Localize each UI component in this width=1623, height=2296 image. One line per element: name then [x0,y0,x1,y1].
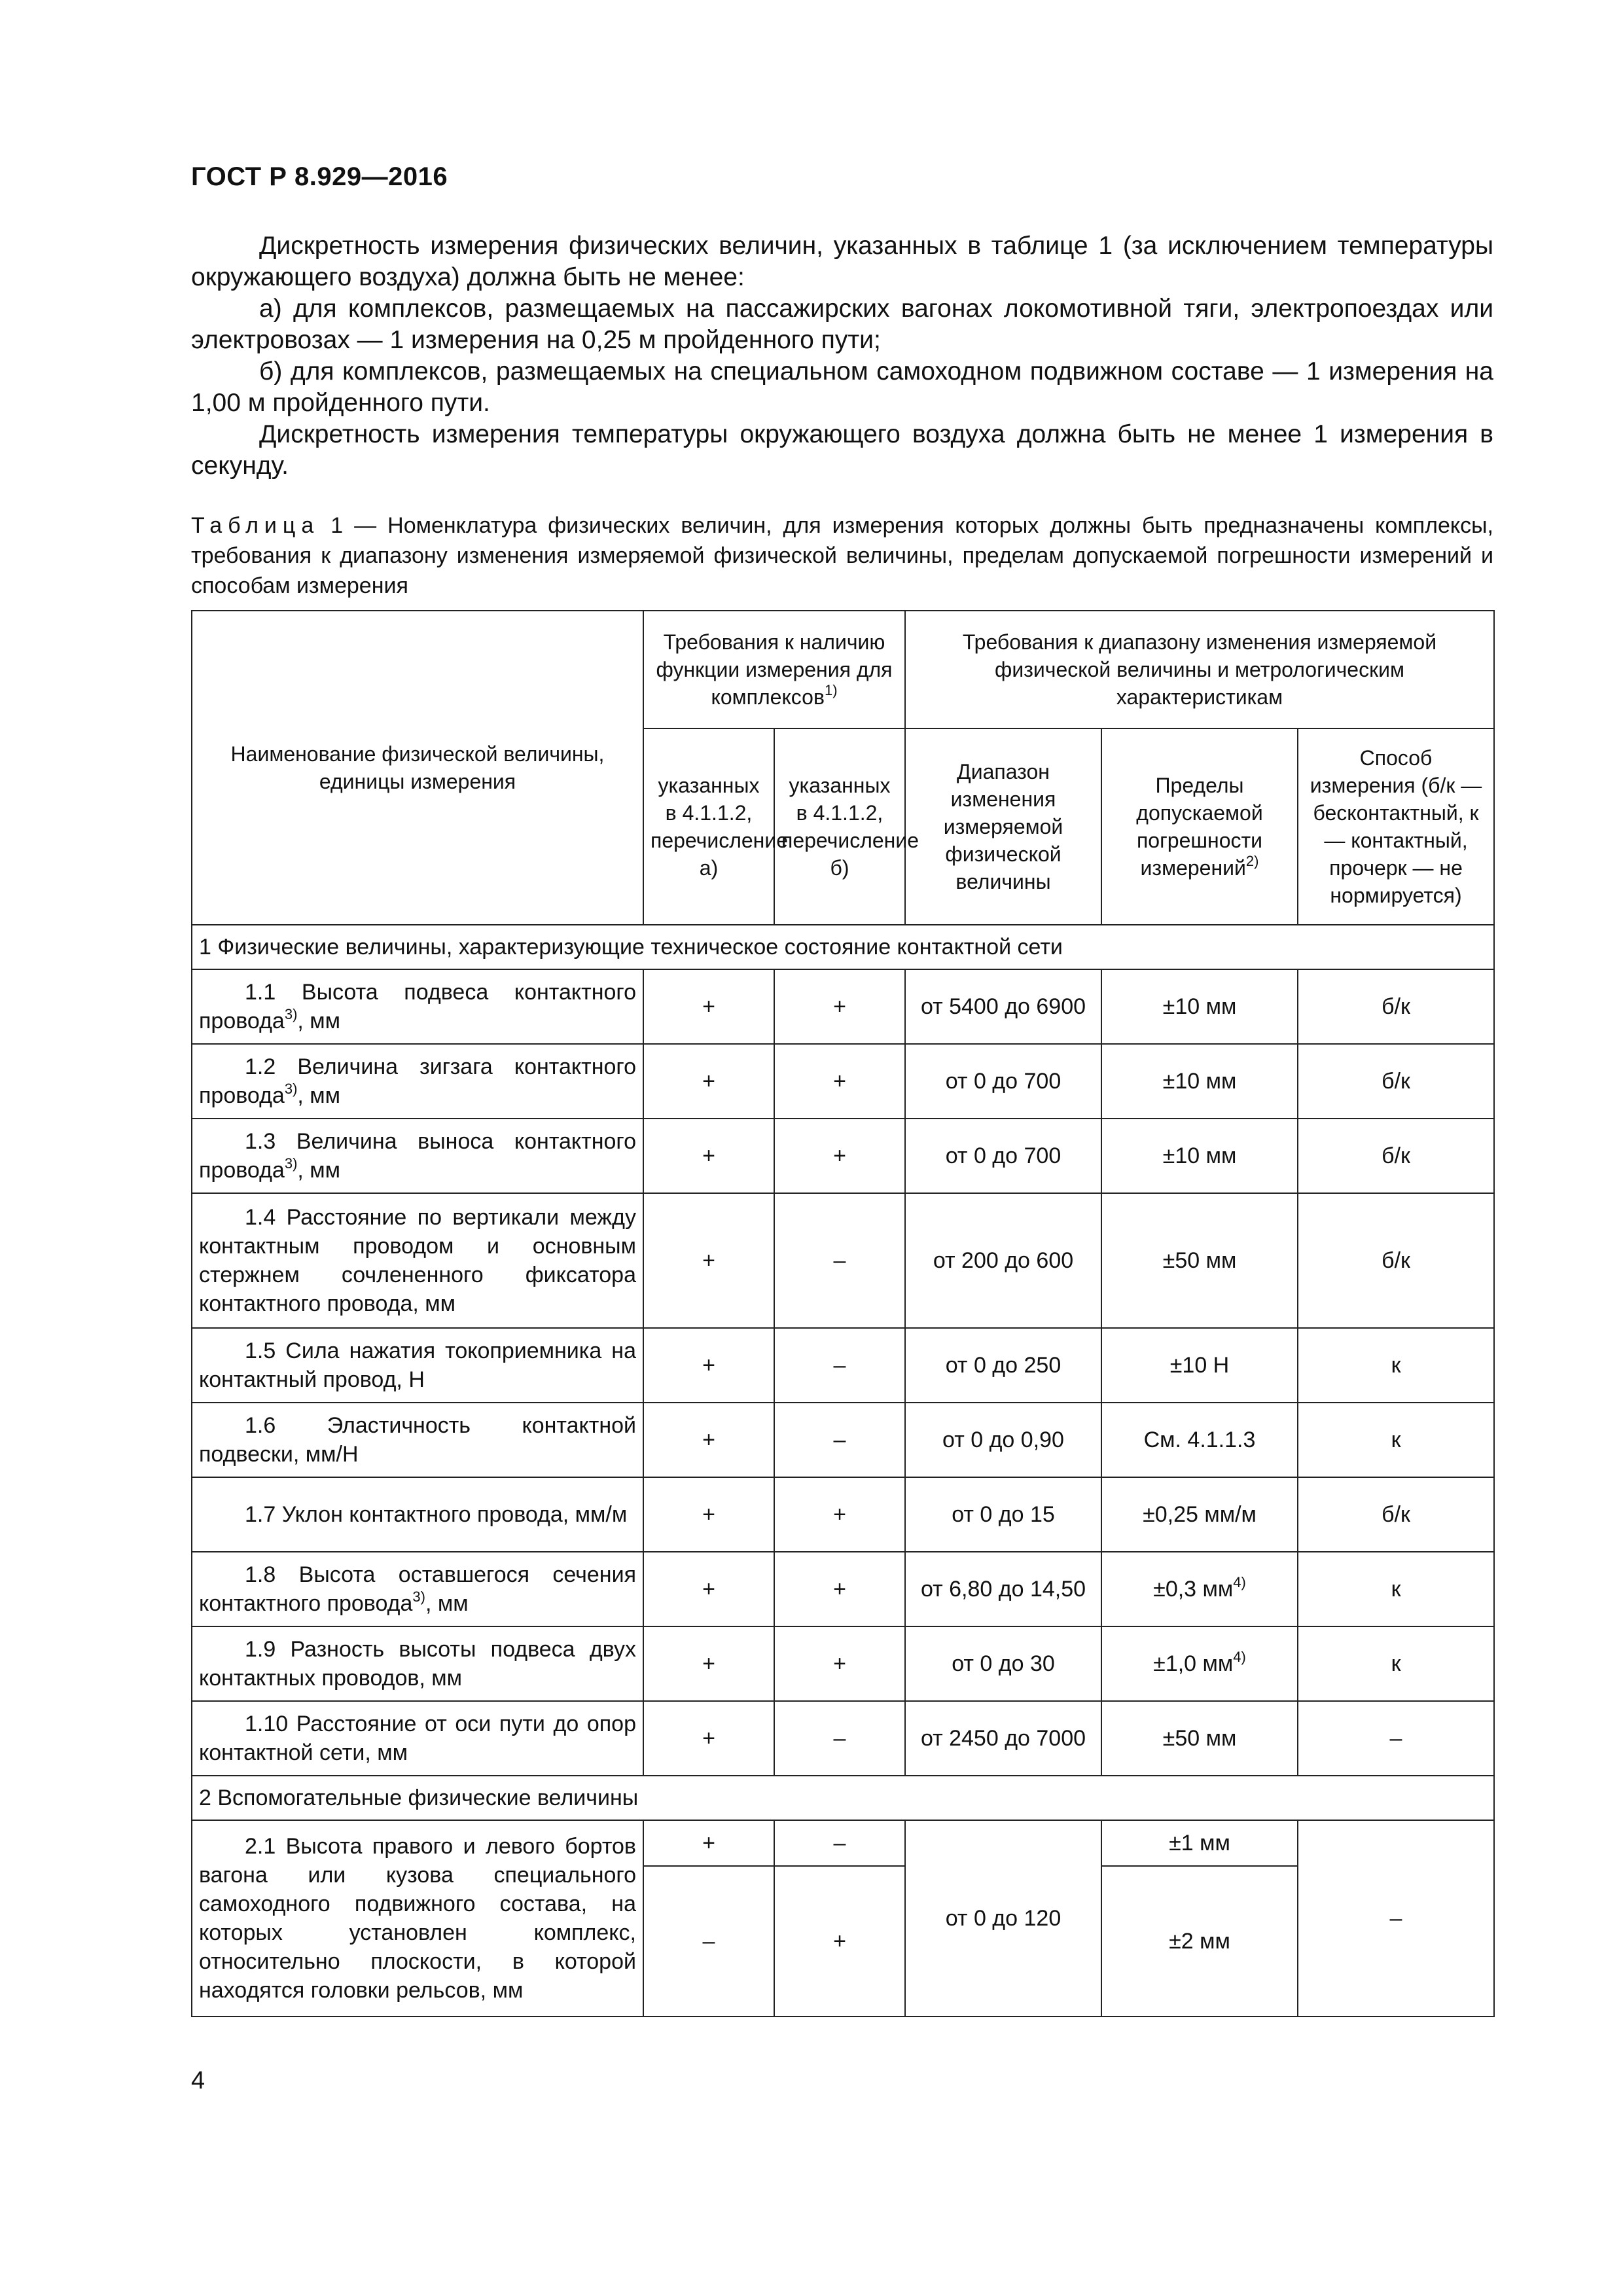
row-range: от 0 до 0,90 [905,1403,1101,1477]
row-method: б/к [1298,1193,1494,1328]
row-name: 1.7 Уклон контактного провода, мм/м [192,1477,643,1552]
row-col-b: + [774,1866,905,2017]
row-name: 2.1 Высота правого и левого бортов вагона или кузова специального самоходного подвижного состава, на которых установлен комплекс, относительно плоскости, в которой находятся головки рельсов, мм [192,1820,643,2017]
row-col-a: – [643,1866,774,2017]
row-range: от 5400 до 6900 [905,969,1101,1044]
table-caption-label: Таблица [191,513,320,538]
row-name: 1.3 Величина выноса контактного провода$^{3)}$, мм [192,1119,643,1193]
header-group-availability-text: Требования к наличию функции измерения для комплексов [656,630,893,709]
row-col-a: + [643,969,774,1044]
row-method: б/к [1298,1119,1494,1193]
row-range: от 2450 до 7000 [905,1701,1101,1776]
row-limit: См. 4.1.1.3 [1101,1403,1298,1477]
row-limit: ±0,3 $мм^{4)}$ [1101,1552,1298,1626]
row-range: от 0 до 15 [905,1477,1101,1552]
row-limit: ±10 мм [1101,1044,1298,1119]
row-method: б/к [1298,1044,1494,1119]
row-method: к [1298,1552,1494,1626]
row-name: 1.1 Высота подвеса контактного провода$^{3)}$, мм [192,969,643,1044]
header-col-range: Диапазон изменения измеряемой физической величины [905,728,1101,925]
row-col-a: + [643,1820,774,1866]
row-range: от 0 до 700 [905,1119,1101,1193]
row-col-b: + [774,1552,905,1626]
table-row [192,969,1494,1044]
section-title: 2 Вспомогательные физические величины [192,1776,1494,1820]
row-col-a: + [643,1701,774,1776]
table-row [192,1328,1494,1403]
row-range: от 0 до 700 [905,1044,1101,1119]
row-col-a: + [643,1403,774,1477]
row-col-a: + [643,1044,774,1119]
row-name: 1.5 Сила нажатия токоприемника на контактный провод, Н [192,1328,643,1403]
row-method: к [1298,1626,1494,1701]
document-code: ГОСТ Р 8.929—2016 [191,162,448,191]
table-row [192,1477,1494,1552]
intro-paragraph: а) для комплексов, размещаемых на пассажирских вагонах локомотивной тяги, электропоездах или электровозах — 1 измерения на 0,25 м пройденного пути; [191,295,1493,354]
row-col-b: + [774,1044,905,1119]
row-name: 1.2 Величина зигзага контактного провода$^{3)}$, мм [192,1044,643,1119]
table-row [192,1403,1494,1477]
table-row [192,1701,1494,1776]
row-col-b: + [774,1119,905,1193]
row-col-a: + [643,1193,774,1328]
row-limit: ±10 мм [1101,1119,1298,1193]
table-row [192,1044,1494,1119]
header-col-limits-text: Пределы допускаемой погрешности измерений [1136,774,1263,880]
header-group-availability [643,611,905,728]
row-col-b: – [774,1403,905,1477]
table-caption-text: 1 — Номенклатура физических величин, для измерения которых должны быть предназначены комплексы, требования к диапазону изменения измеряемой физической величины, пределам допускаемой погрешности измерений и способам измерения [191,513,1494,598]
row-limit: ±2 мм [1101,1866,1298,2017]
row-range: от 0 до 30 [905,1626,1101,1701]
row-limit: ±50 мм [1101,1701,1298,1776]
row-col-a: + [643,1477,774,1552]
row-col-b: + [774,1626,905,1701]
measurement-table [191,610,1495,2017]
table-row [192,1626,1494,1701]
table-row [192,1193,1494,1328]
row-col-a: + [643,1328,774,1403]
section-title: 1 Физические величины, характеризующие техническое состояние контактной сети [192,925,1494,969]
row-name: 1.10 Расстояние от оси пути до опор контактной сети, мм [192,1701,643,1776]
header-group-metrology: Требования к диапазону изменения измеряемой физической величины и метрологическим характеристикам [905,611,1494,728]
header-name [192,611,643,925]
intro-text [191,230,1493,482]
row-col-a: + [643,1119,774,1193]
table-header-row [192,611,1494,728]
section-row [192,1776,1494,1820]
header-col-limits [1101,728,1298,925]
row-col-b: – [774,1701,905,1776]
row-col-b: – [774,1193,905,1328]
row-method: к [1298,1328,1494,1403]
table-row [192,1552,1494,1626]
row-limit: ±1,0 $мм^{4)}$ [1101,1626,1298,1701]
row-limit: ±10 Н [1101,1328,1298,1403]
row-col-b: – [774,1328,905,1403]
table-row [192,1119,1494,1193]
row-name: 1.6 Эластичность контактной подвески, мм/Н [192,1403,643,1477]
row-name: 1.8 Высота оставшегося сечения контактного провода$^{3)}$, мм [192,1552,643,1626]
row-method: – [1298,1820,1494,2017]
row-limit: ±10 мм [1101,969,1298,1044]
row-method: – [1298,1701,1494,1776]
intro-paragraph: Дискретность измерения температуры окружающего воздуха должна быть не менее 1 измерения в секунду. [191,420,1493,480]
row-col-b: + [774,969,905,1044]
table-row [192,1820,1494,1866]
footnote-ref: 1) [824,682,838,698]
row-name: 1.9 Разность высоты подвеса двух контактных проводов, мм [192,1626,643,1701]
header-col-method: Способ измерения (б/к — бесконтактный, к — контактный, прочерк — не нормируется) [1298,728,1494,925]
header-col-b: указанных в 4.1.1.2, перечисление б) [774,728,905,925]
row-col-a: + [643,1626,774,1701]
row-range: от 0 до 250 [905,1328,1101,1403]
intro-paragraph: Дискретность измерения физических величин, указанных в таблице 1 (за исключением температуры окружающего воздуха) должна быть не менее: [191,232,1493,291]
row-range: от 6,80 до 14,50 [905,1552,1101,1626]
row-range: от 200 до 600 [905,1193,1101,1328]
row-col-b: + [774,1477,905,1552]
row-limit: ±0,25 мм/м [1101,1477,1298,1552]
intro-paragraph: б) для комплексов, размещаемых на специальном самоходном подвижном составе — 1 измерения на 1,00 м пройденного пути. [191,357,1493,417]
header-col-a: указанных в 4.1.1.2, перечисление а) [643,728,774,925]
row-name: 1.4 Расстояние по вертикали между контактным проводом и основным стержнем сочлененного фиксатора контактного провода, мм [192,1193,643,1328]
section-row [192,925,1494,969]
table-caption [191,511,1493,601]
row-limit: ±50 мм [1101,1193,1298,1328]
row-limit: ±1 мм [1101,1820,1298,1866]
row-method: б/к [1298,1477,1494,1552]
row-method: к [1298,1403,1494,1477]
page-number: 4 [191,2067,205,2094]
row-range: от 0 до 120 [905,1820,1101,2017]
footnote-ref: 2) [1245,853,1259,869]
row-col-a: + [643,1552,774,1626]
row-col-b: – [774,1820,905,1866]
header-name-text: Наименование физической величины, единицы измерения [230,742,605,793]
row-method: б/к [1298,969,1494,1044]
